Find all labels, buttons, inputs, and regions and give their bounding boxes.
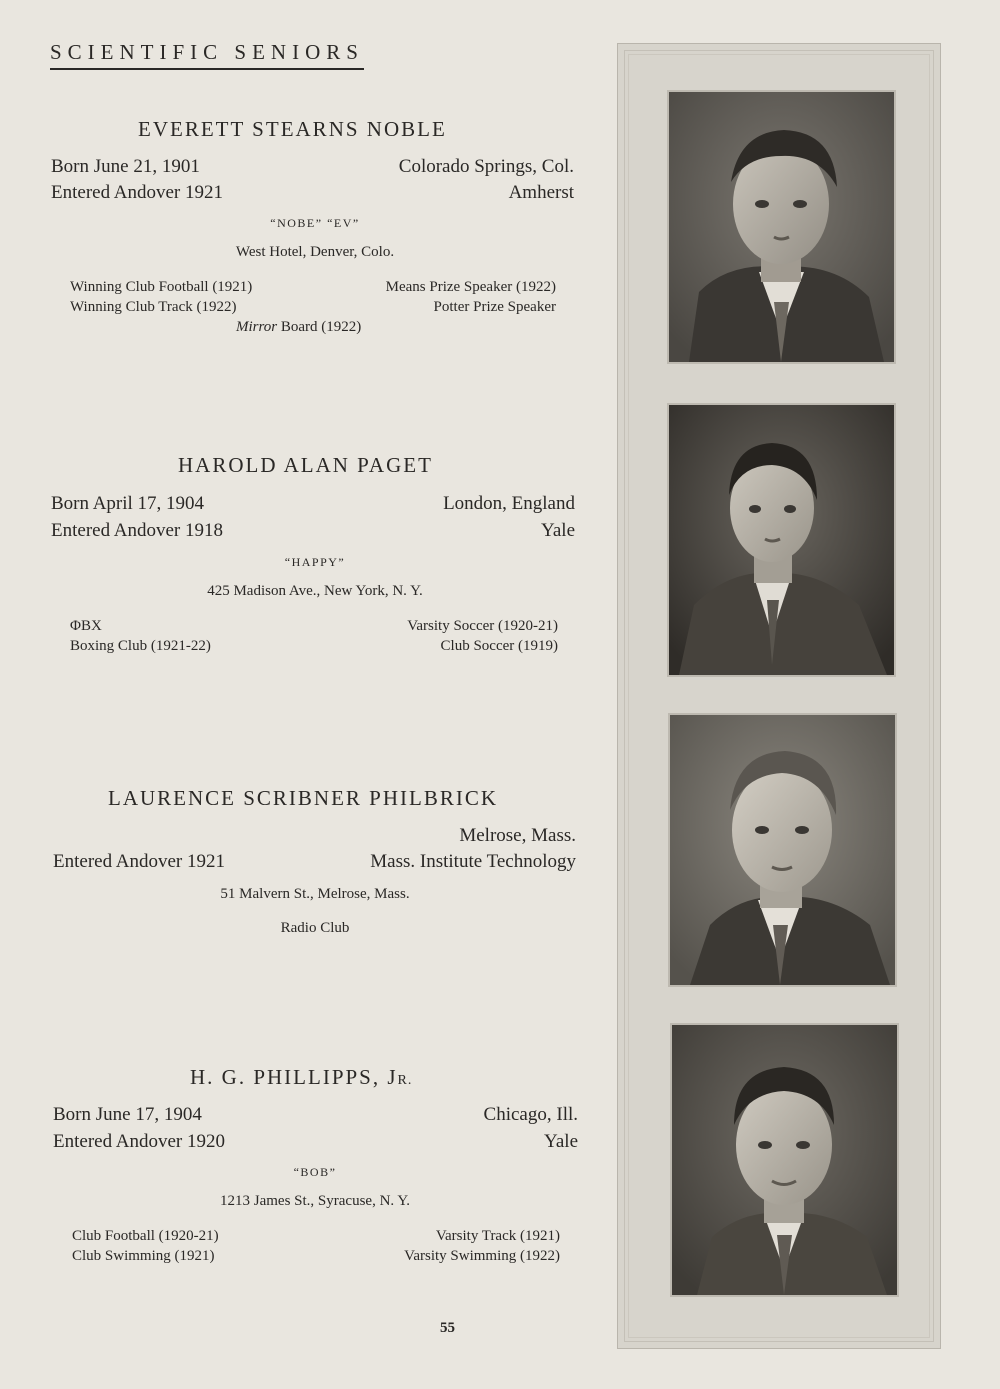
college: Yale: [541, 520, 575, 541]
entered-year: Entered Andover 1918: [51, 520, 224, 541]
nickname: “BOB”: [293, 1165, 337, 1179]
college: Mass. Institute Technology: [370, 851, 576, 872]
address: 1213 James St., Syracuse, N. Y.: [220, 1193, 410, 1209]
photo-strip: [617, 43, 941, 1349]
senior-name: HAROLD ALAN PAGET: [178, 453, 433, 477]
senior-name: LAURENCE SCRIBNER PHILBRICK: [108, 786, 499, 810]
hometown: Chicago, Ill.: [483, 1104, 578, 1125]
hometown: London, England: [443, 493, 575, 514]
address: West Hotel, Denver, Colo.: [235, 244, 395, 260]
portrait-photo-philbrick: [670, 715, 895, 985]
activity: Club Swimming (1921): [72, 1248, 215, 1264]
activity: Boxing Club (1921-22): [70, 638, 211, 654]
address: 425 Madison Ave., New York, N. Y.: [207, 583, 423, 599]
activity: Winning Club Track (1922): [70, 299, 237, 315]
activity: Club Football (1920-21): [72, 1228, 219, 1244]
activity: ΦBX: [70, 618, 102, 634]
hometown: Colorado Springs, Col.: [398, 156, 574, 177]
activity: Means Prize Speaker (1922): [385, 279, 556, 295]
birth-date: Born June 17, 1904: [53, 1104, 202, 1125]
entered-year: Entered Andover 1920: [53, 1131, 226, 1152]
senior-name-main: H. G. PHILLIPPS,: [190, 1065, 388, 1089]
page-number: 55: [440, 1320, 455, 1336]
address: 51 Malvern St., Melrose, Mass.: [220, 886, 410, 902]
senior-name: EVERETT STEARNS NOBLE: [138, 117, 447, 141]
hometown: Melrose, Mass.: [459, 825, 576, 846]
activity: Varsity Track (1921): [435, 1228, 560, 1244]
senior-name: [190, 1065, 412, 1090]
activity-italic: Mirror: [236, 319, 278, 335]
college: Yale: [544, 1131, 578, 1152]
activity: Varsity Swimming (1922): [404, 1248, 560, 1264]
birth-date: Born April 17, 1904: [51, 493, 205, 514]
activity: Varsity Soccer (1920-21): [407, 618, 558, 634]
portrait-photo-phillipps: [672, 1025, 897, 1295]
activity: Club Soccer (1919): [440, 638, 558, 654]
nickname: “HAPPY”: [284, 555, 346, 569]
activity: Winning Club Football (1921): [70, 279, 253, 295]
portrait-photo-noble: [669, 92, 894, 362]
activity-rest: Board (1922): [277, 319, 362, 335]
birth-date: Born June 21, 1901: [51, 156, 200, 177]
activity: Potter Prize Speaker: [433, 299, 556, 315]
name-suffix-initial: J: [387, 1065, 398, 1089]
activity: Radio Club: [280, 920, 350, 936]
entered-year: Entered Andover 1921: [53, 851, 226, 872]
college: Amherst: [508, 182, 574, 203]
activity: [236, 317, 361, 337]
entered-year: Entered Andover 1921: [51, 182, 224, 203]
nickname: “NOBE” “EV”: [270, 216, 360, 230]
section-header: SCIENTIFIC SENIORS: [50, 40, 364, 70]
portrait-photo-paget: [669, 405, 894, 675]
name-suffix-rest: R.: [397, 1073, 413, 1088]
